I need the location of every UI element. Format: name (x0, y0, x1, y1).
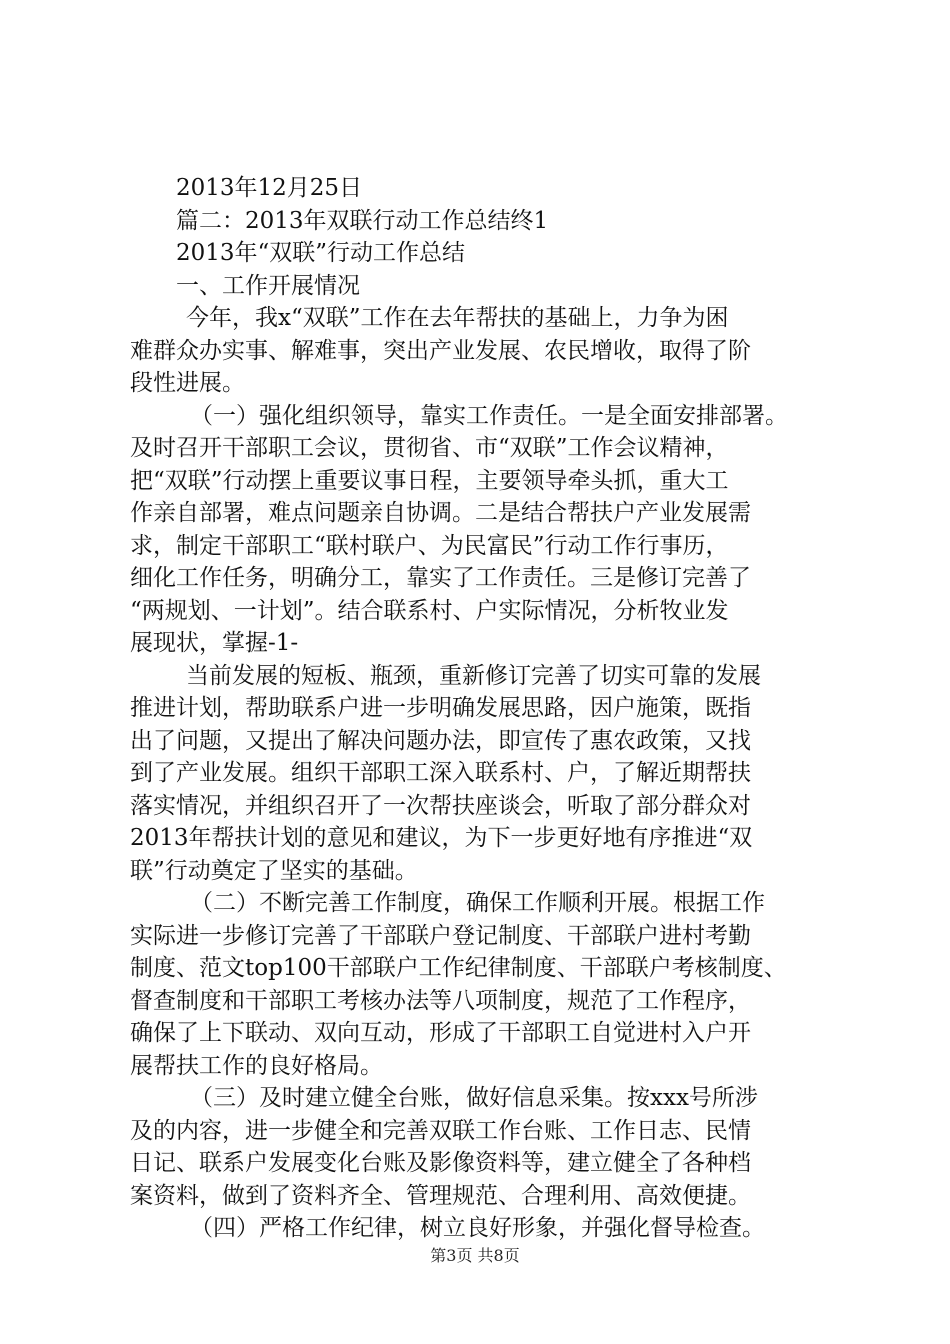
paragraph-line: 推进计划，帮助联系户进一步明确发展思路，因户施策，既指 (130, 695, 751, 721)
paragraph-line: 出了问题，又提出了解决问题办法，即宣传了惠农政策，又找 (130, 727, 751, 754)
page-footer (0, 1243, 950, 1266)
paragraph-line: 实际进一步修订完善了干部联户登记制度、干部联户进村考勤 (130, 922, 751, 949)
paragraph-line: 确保了上下联动、双向互动，形成了干部职工自觉进村入户开 (130, 1020, 751, 1046)
document-title: 2013年“双联”行动工作总结 (176, 240, 466, 266)
paragraph-line: 案资料，做到了资料齐全、管理规范、合理利用、高效便捷。 (130, 1182, 751, 1209)
page-indicator: 第3页 共8页 (430, 1246, 520, 1265)
paragraph-line: 日记、联系户发展变化台账及影像资料等，建立健全了各种档 (130, 1150, 751, 1176)
paragraph-line: （三）及时建立健全台账，做好信息采集。按xxx号所涉 (190, 1085, 758, 1111)
paragraph-line: 2013年帮扶计划的意见和建议，为下一步更好地有序推进“双 (130, 825, 753, 851)
paragraph-line: （四）严格工作纪律，树立良好形象，并强化督导检查。 (190, 1215, 765, 1241)
paragraph-line: 落实情况，并组织召开了一次帮扶座谈会，听取了部分群众对 (130, 792, 751, 819)
paragraph-line: 作亲自部署，难点问题亲自协调。二是结合帮扶户产业发展需 (130, 500, 751, 526)
paragraph-line: 及时召开干部职工会议，贯彻省、市“双联”工作会议精神， (130, 435, 729, 461)
paragraph-line: 把“双联”行动摆上重要议事日程，主要领导牵头抓，重大工 (130, 467, 729, 494)
paragraph-line: 细化工作任务，明确分工，靠实了工作责任。三是修订完善了 (130, 565, 751, 591)
paragraph-line: 及的内容，进一步健全和完善双联工作台账、工作日志、民情 (130, 1117, 751, 1144)
section-heading: 篇二：2013年双联行动工作总结终1 (176, 207, 549, 234)
paragraph-line: 展现状，掌握-1- (130, 630, 299, 656)
document-body (130, 172, 830, 1245)
paragraph-line: 难群众办实事、解难事，突出产业发展、农民增收，取得了阶 (130, 337, 751, 364)
paragraph-line: 联”行动奠定了坚实的基础。 (130, 857, 418, 884)
paragraph-line: 展帮扶工作的良好格局。 (130, 1052, 383, 1079)
paragraph-line: 督查制度和干部职工考核办法等八项制度，规范了工作程序， (130, 987, 751, 1014)
paragraph-line: （二）不断完善工作制度，确保工作顺利开展。根据工作 (190, 890, 765, 916)
paragraph-line: （一）强化组织领导，靠实工作责任。一是全面安排部署。 (190, 402, 788, 429)
paragraph-line: 到了产业发展。组织干部职工深入联系村、户，了解近期帮扶 (130, 760, 751, 786)
paragraph-line: 段性进展。 (130, 370, 245, 396)
date-line: 2013年12月25日 (176, 175, 363, 201)
paragraph-line: 制度、范文top100干部联户工作纪律制度、干部联户考核制度、 (130, 955, 787, 981)
subheading: 一、工作开展情况 (176, 272, 360, 299)
paragraph-line: 今年，我x“双联”工作在去年帮扶的基础上，力争为困 (186, 305, 729, 331)
paragraph-line: 求，制定干部职工“联村联户、为民富民”行动工作行事历， (130, 532, 729, 559)
paragraph-line: 当前发展的短板、瓶颈，重新修订完善了切实可靠的发展 (186, 662, 761, 689)
paragraph-line: “两规划、一计划”。结合联系村、户实际情况，分析牧业发 (130, 597, 729, 624)
